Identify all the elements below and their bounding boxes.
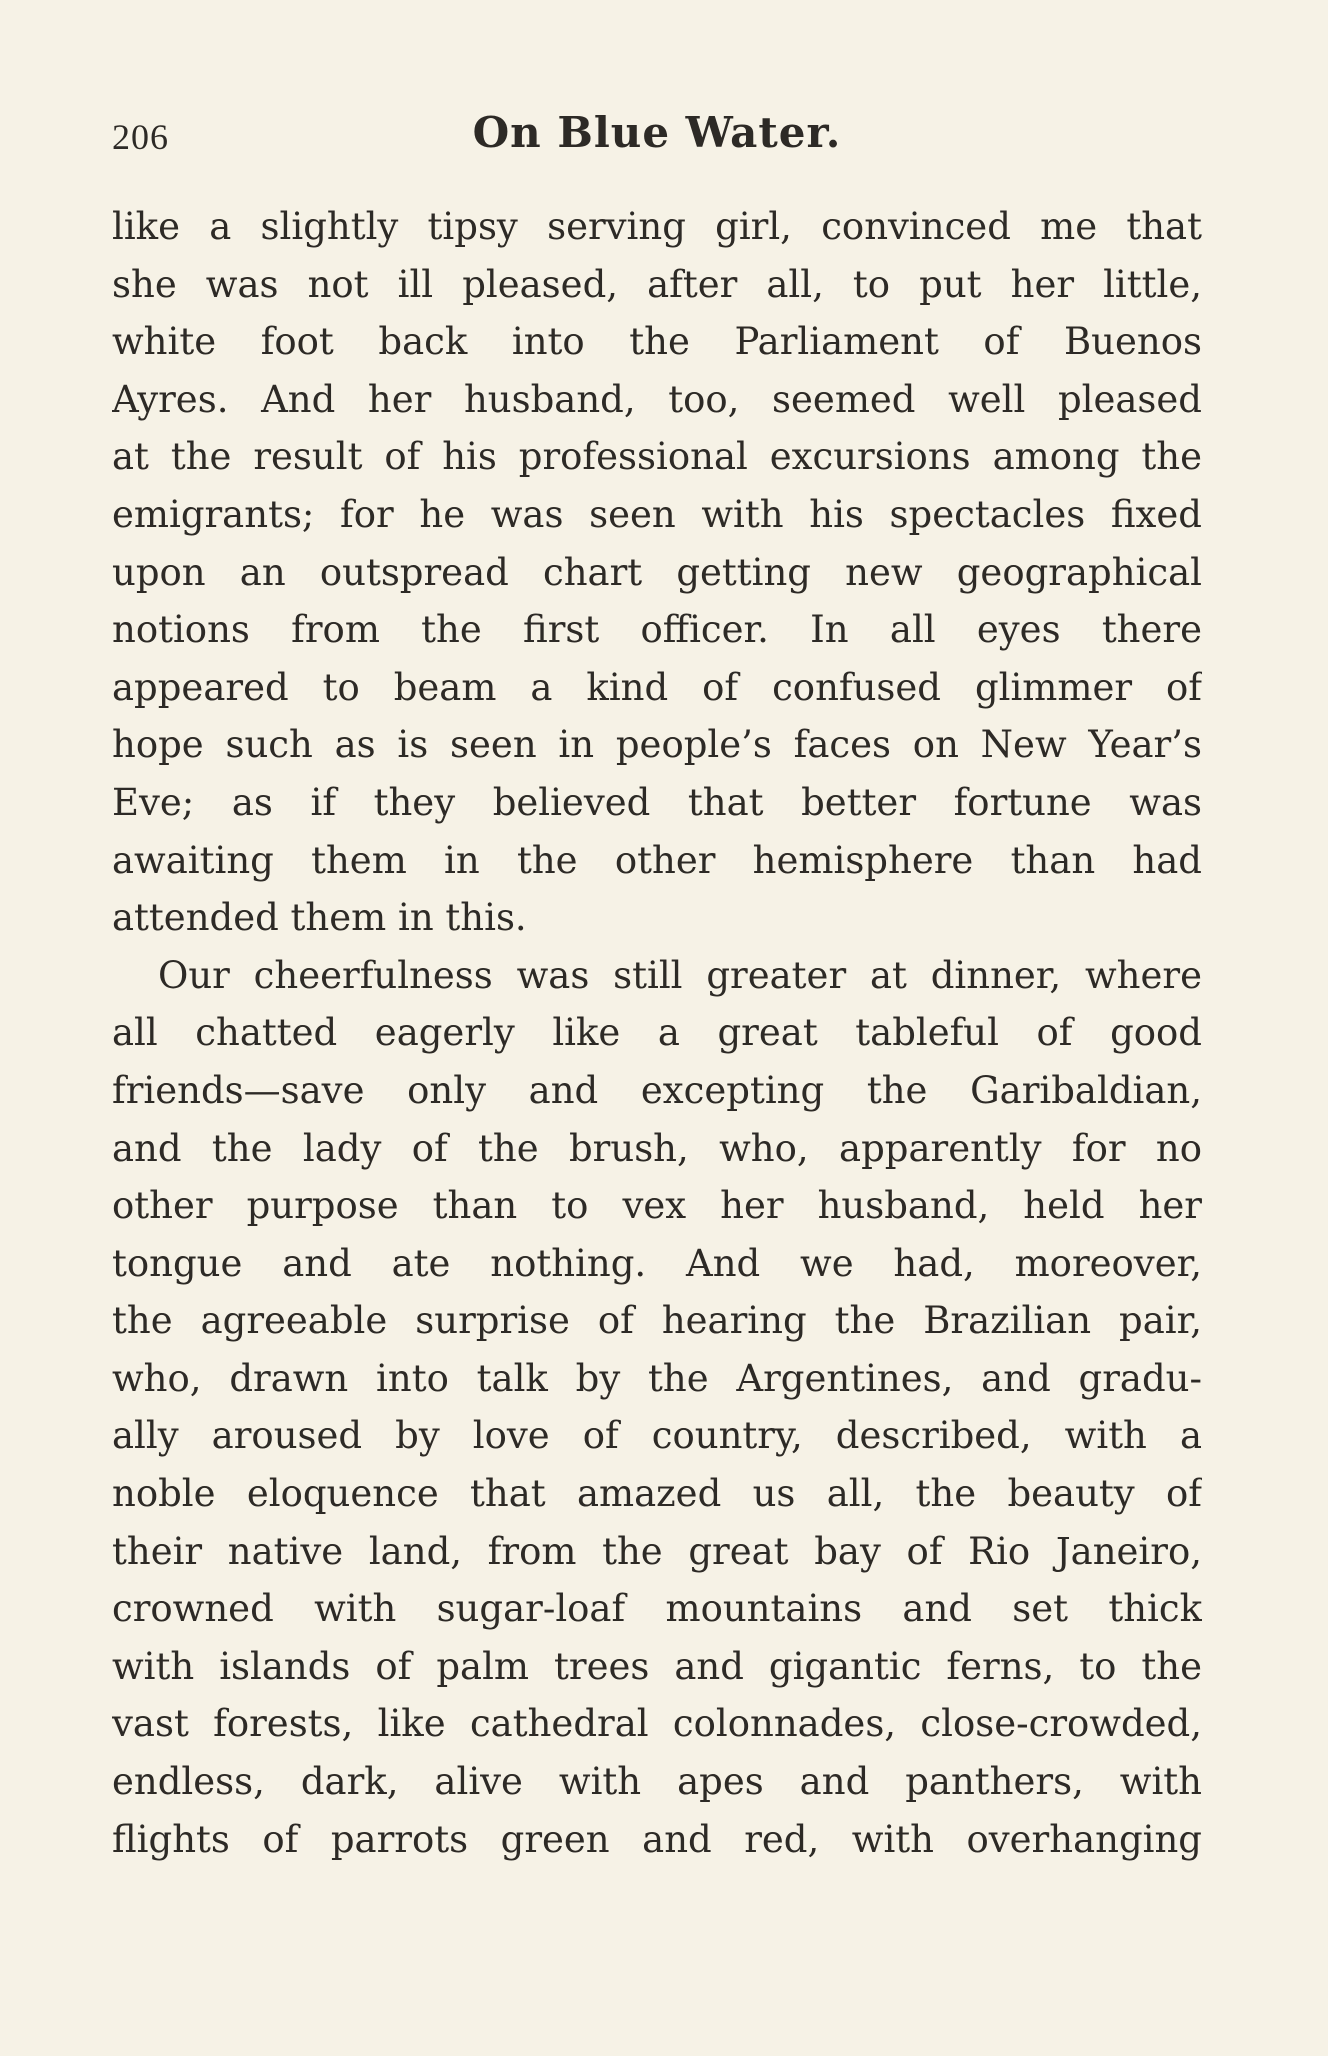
text-line: tongue and ate nothing. And we had, moreover, [112,1241,1202,1285]
text-line: upon an outspread chart getting new geographical [112,550,1202,594]
text-line: who, drawn into talk by the Argentines, and gradu- [112,1356,1202,1400]
text-line: notions from the first officer. In all eyes there [112,608,1202,652]
text-line: at the result of his professional excursions among the [112,435,1202,479]
text-line: she was not ill pleased, after all, to put her little, [112,262,1202,306]
text-line: emigrants; for he was seen with his spectacles fixed [112,492,1202,536]
text-line: ally aroused by love of country, described, with a [112,1414,1202,1458]
paragraph-end-line: attended them in this. [112,896,527,940]
text-line: Ayres. And her husband, too, seemed well pleased [112,377,1202,421]
text-line: the agreeable surprise of hearing the Brazilian pair, [112,1299,1202,1343]
text-line: with islands of palm trees and gigantic ferns, to the [112,1644,1202,1688]
text-line: and the lady of the brush, who, apparently for no [112,1126,1202,1170]
text-line: friends—save only and excepting the Garibaldian, [112,1068,1202,1112]
paragraph-start-line: Our cheerfulness was still greater at dinner, where [158,953,1202,997]
running-head [112,108,1202,168]
book-title: On Blue Water. [472,108,842,157]
body-text [112,198,1202,1868]
page-number: 206 [112,117,169,157]
text-line: Eve; as if they believed that better fortune was [112,780,1202,824]
text-line: all chatted eagerly like a great tableful of good [112,1011,1202,1055]
text-line: endless, dark, alive with apes and panthers, with [112,1760,1202,1804]
text-line: appeared to beam a kind of confused glimmer of [112,665,1202,709]
text-line: other purpose than to vex her husband, held her [112,1184,1202,1228]
text-line: white foot back into the Parliament of Buenos [112,320,1202,364]
text-line: hope such as is seen in people’s faces on New Year’s [112,723,1202,767]
text-line: crowned with sugar-loaf mountains and set thick [112,1587,1202,1631]
text-line: like a slightly tipsy serving girl, convinced me that [112,205,1202,248]
text-line: vast forests, like cathedral colonnades, close-crowded, [112,1702,1202,1746]
text-line: awaiting them in the other hemisphere than had [112,838,1202,882]
text-line: noble eloquence that amazed us all, the beauty of [112,1472,1202,1516]
text-line: flights of parrots green and red, with overhanging [112,1817,1202,1861]
text-line: their native land, from the great bay of Rio Janeiro, [112,1529,1202,1573]
